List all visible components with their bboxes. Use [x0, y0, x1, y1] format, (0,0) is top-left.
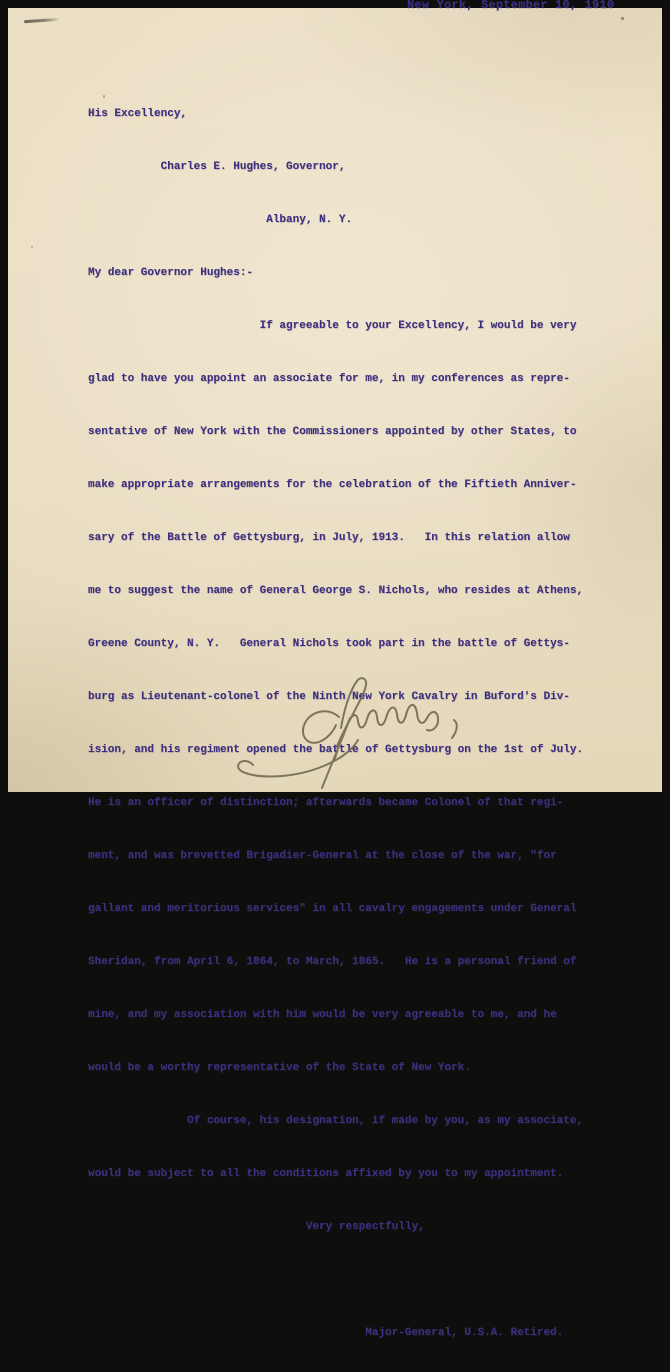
letter-line: Charles E. Hughes, Governor,	[88, 161, 346, 173]
letter-line: Of course, his designation, if made by you, as my associate,	[88, 1115, 584, 1127]
letter-line: sentative of New York with the Commissioners appointed by other States, to	[88, 426, 577, 438]
letter-line: Greene County, N. Y. General Nichols took part in the battle of Gettys-	[88, 638, 570, 650]
letter-line: ision, and his regiment opened the battle of Gettysburg on the 1st of July.	[88, 744, 584, 756]
letter-line: me to suggest the name of General George S. Nichols, who resides at Athens,	[88, 585, 584, 597]
letter-line: sary of the Battle of Gettysburg, in July, 1913. In this relation allow	[88, 532, 570, 544]
letter-line: glad to have you appoint an associate for me, in my conferences as repre-	[88, 373, 570, 385]
signature-title-line: Major-General, U.S.A. Retired.	[88, 1327, 564, 1339]
letter-line: Albany, N. Y.	[88, 214, 353, 226]
letter-line: If agreeable to your Excellency, I would be very	[88, 320, 577, 332]
letter-line: His Excellency,	[88, 108, 188, 120]
smudge-mark	[24, 18, 60, 24]
letter-line: My dear Governor Hughes:-	[88, 267, 254, 279]
letter-line: Sheridan, from April 6, 1864, to March, 1865. He is a personal friend of	[88, 956, 577, 968]
letter-line: gallant and meritorious services" in all cavalry engagements under General	[88, 903, 577, 915]
paper-speck	[31, 246, 33, 248]
letter-line: make appropriate arrangements for the celebration of the Fiftieth Anniver-	[88, 479, 577, 491]
letter-line: mine, and my association with him would be very agreeable to me, and he	[88, 1009, 557, 1021]
letter-line: would be a worthy representative of the State of New York.	[88, 1062, 471, 1074]
letter-paper	[8, 0, 662, 1339]
dateline: New York, September 10, 1910	[407, 0, 615, 12]
closing-line: Very respectfully,	[88, 1221, 425, 1233]
letter-line: would be subject to all the conditions affixed by you to my appointment.	[88, 1168, 564, 1180]
signature-spacer	[88, 1266, 583, 1295]
stray-ink-dot	[621, 17, 624, 20]
letter-line: burg as Lieutenant-colonel of the Ninth New York Cavalry in Buford's Div-	[88, 691, 570, 703]
letter-line: He is an officer of distinction; afterwards became Colonel of that regi-	[88, 797, 564, 809]
handwritten-signature	[220, 670, 480, 795]
letter-line: ment, and was brevetted Brigadier-General at the close of the war, "for	[88, 850, 557, 862]
